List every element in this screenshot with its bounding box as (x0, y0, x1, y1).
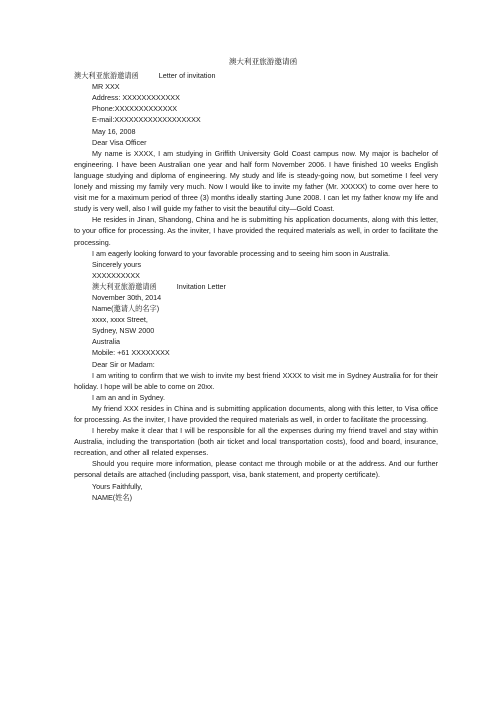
letter2-salutation: Dear Sir or Madam: (92, 359, 155, 369)
letter2-date: November 30th, 2014 (92, 292, 162, 302)
letter2-street: xxxx, xxxx Street, (92, 315, 148, 325)
letter2-sign-prefix: NAME( (92, 492, 116, 502)
letter1-heading-en: Letter of invitation (158, 71, 216, 81)
letter1-paragraph-2: He resides in Jinan, Shandong, China and he is submitting his application documents, along with this letter, to your office for processing. As the inviter, I have provided the required materials as well, in order to facilitate the processing. (74, 215, 438, 247)
letter2-signature (74, 492, 438, 503)
letter1-closing: Sincerely yours (92, 259, 142, 269)
letter1-address: Address: XXXXXXXXXXXX (92, 93, 180, 103)
letter2-mobile: Mobile: +61 XXXXXXXX (92, 348, 170, 358)
letter2-paragraph-4: I hereby make it clear that I will be responsible for all the expenses during my friend travel and stay within Australia, including the transportation (both air ticket and local transportation costs), food and board, insurance, recreation, and other all related expenses. (74, 426, 438, 458)
letter2-name-cn: 邀请人的名字 (113, 304, 157, 314)
letter2-heading (74, 281, 438, 292)
letter2-inviter-name (74, 303, 438, 314)
letter2-city: Sydney, NSW 2000 (92, 326, 155, 336)
letter1-email: E-mail:XXXXXXXXXXXXXXXXXX (92, 115, 201, 125)
letter2-sign-cn: 姓名 (115, 492, 130, 502)
letter2-closing: Yours Faithfully, (92, 481, 143, 491)
letter1-heading-cn: 澳大利亚旅游邀请函 (74, 71, 139, 81)
letter2-name-prefix: Name( (92, 304, 114, 314)
letter1-paragraph-1: My name is XXXX, I am studying in Griffith University Gold Coast campus now. My major is bachelor of engineering. I have been Australian one year and half form November 2006. I have finished 10 weeks English language studying and diploma of engineering. My study and life is steady-going now, but sometime I feel very lonely and missing my family very much. Now I would like to invite my father (Mr. XXXXX) to come over here to visit me for a maximum period of three (3) months ideally starting June 2008. I can let my father know my life and study is very well, also I will guide my father to visit the beautiful city—Gold Coast. (74, 148, 438, 214)
letter1-signature: XXXXXXXXXX (92, 270, 140, 280)
letter2-country: Australia (92, 337, 120, 347)
letter1-date: May 16, 2008 (92, 126, 136, 136)
letter2-paragraph-1: I am writing to confirm that we wish to invite my best friend XXXX to visit me in Sydney Australia for for their holiday. I hope will be able to come on 20xx. (74, 370, 438, 391)
letter2-name-suffix: ) (156, 304, 160, 314)
letter1-paragraph-3: I am eagerly looking forward to your favorable processing and to seeing him soon in Australia. (92, 248, 391, 258)
letter2-heading-en: Invitation Letter (176, 281, 226, 291)
document-title: 澳大利亚旅游邀请函 (228, 57, 298, 66)
letter2-paragraph-3: My friend XXX resides in China and is submitting application documents, along with this letter, to Visa office for processing. As the inviter, I have provided the required materials as well, in order to facilitate the processing. (74, 403, 438, 424)
letter1-sender-name: MR XXX (92, 82, 120, 92)
letter1-salutation: Dear Visa Officer (92, 137, 147, 147)
letter1-heading (74, 70, 438, 81)
letter2-heading-cn: 澳大利亚旅游邀请函 (92, 281, 157, 291)
letter2-sign-suffix: ) (129, 492, 132, 502)
letter1-phone: Phone:XXXXXXXXXXXXX (92, 104, 178, 114)
letter2-paragraph-2: I am an and in Sydney. (92, 392, 165, 402)
letter2-paragraph-5: Should you require more information, please contact me through mobile or at the address. And our further personal details are attached (including passport, visa, bank statement, and property certificate). (74, 459, 438, 480)
